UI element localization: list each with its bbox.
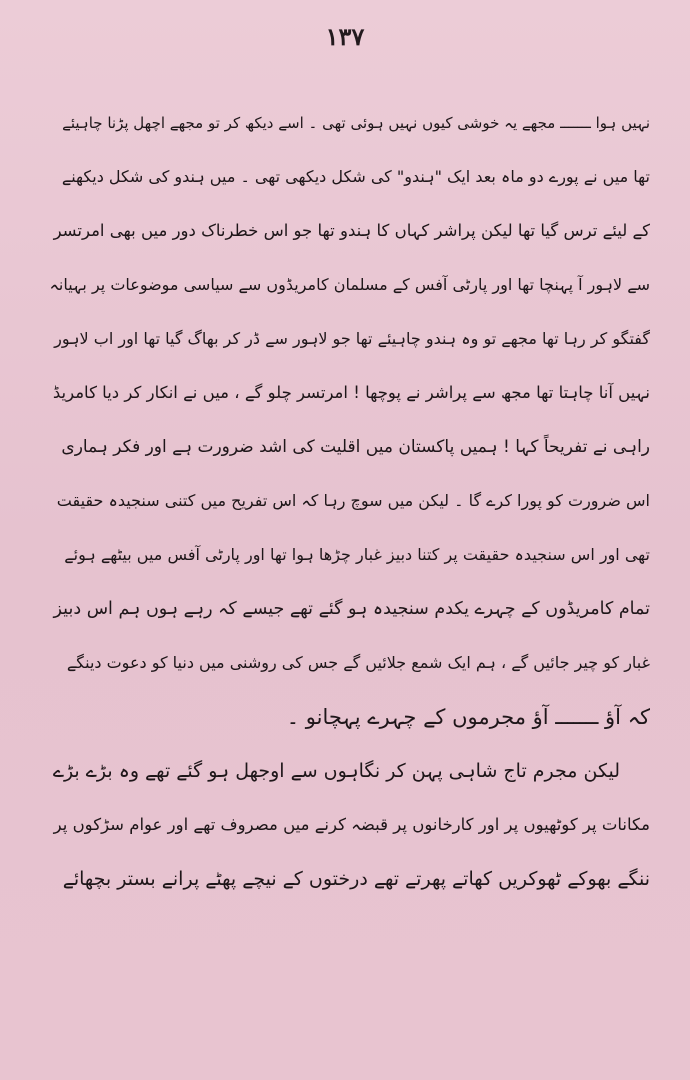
text-line: نہیں آنا چاہتا تھا مجھ سے پراشر نے پوچھا ! امرتسر چلو گے ، میں نے انکار کر دیا کامریڈ (52, 383, 650, 402)
body-text (50, 96, 650, 906)
text-line: تمام کامریڈوں کے چہرے یکدم سنجیدہ ہو گئے تھے جیسے کہ رہے ہوں ہم اس دبیز (53, 599, 650, 619)
text-line: کہ آؤ ـــــــ آؤ مجرموں کے چہرے پہچانو ۔ (286, 705, 650, 729)
text-line: ننگے بھوکے ٹھوکریں کھاتے پھرتے تھے درختوں کے نیچے پھٹے پرانے بستر بچھائے (62, 868, 650, 890)
text-line: لیکن مجرم تاج شاہی پہن کر نگاہوں سے اوجھل ہو گئے تھے وہ بڑے بڑے (52, 760, 620, 782)
text-line: غبار کو چیر جائیں گے ، ہم ایک شمع جلائیں گے جس کی روشنی میں دنیا کو دعوت دینگے (66, 653, 650, 672)
text-line: سے لاہور آ پہنچا تھا اور پارٹی آفس کے مسلمان کامریڈوں سے سیاسی موضوعات پر بہیانہ (50, 275, 650, 294)
text-line: تھا میں نے پورے دو ماہ بعد ایک "ہندو" کی شکل دیکھی تھی ۔ میں ہندو کی شکل دیکھنے (61, 167, 650, 186)
text-line: کے لیئے ترس گیا تھا لیکن پراشر کہاں کا ہندو تھا جو اس خطرناک دور میں بھی امرتسر (53, 221, 650, 240)
text-line: مکانات پر کوٹھیوں پر اور کارخانوں پر قبضہ کرنے میں مصروف تھے اور عوام سڑکوں پر (53, 815, 650, 834)
page-number: ۱۳۷ (325, 22, 365, 51)
text-line: اس ضرورت کو پورا کرے گا ۔ لیکن میں سوچ رہا کہ اس تفریح میں کتنی سنجیدہ حقیقت (56, 491, 650, 510)
text-line: راہی نے تفریحاً کہا ! ہمیں پاکستان میں اقلیت کی اشد ضرورت ہے اور فکر ہماری (61, 437, 650, 457)
text-line: گفتگو کر رہا تھا مجھے تو وہ ہندو چاہیئے تھا جو لاہور سے ڈر کر بھاگ گیا تھا اور اب لاہور (54, 329, 650, 348)
text-line: تھی اور اس سنجیدہ حقیقت پر کتنا دبیز غبار چڑھا ہوا تھا اور پارٹی آفس میں بیٹھے ہوئے (64, 545, 650, 564)
text-line: نہیں ہوا ـــــــ مجھے یہ خوشی کیوں نہیں ہوئی تھی ۔ اسے دیکھ کر تو مجھے اچھل پڑنا چاہیئے (62, 114, 650, 132)
